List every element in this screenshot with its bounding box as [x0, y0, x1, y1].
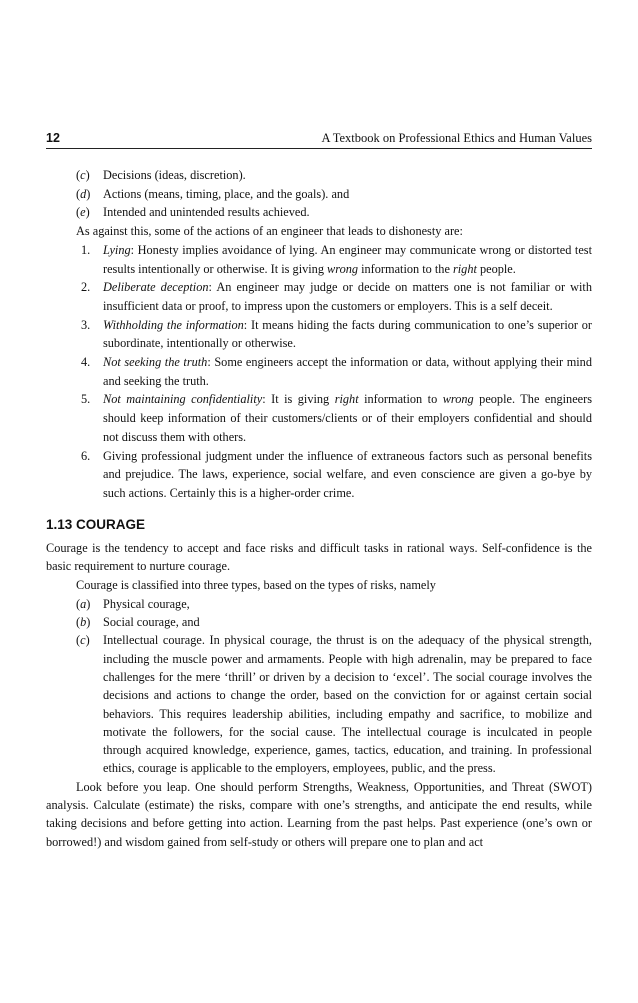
item-number: 1.: [81, 242, 91, 257]
item-term: Not maintaining confidentiality: [103, 392, 263, 407]
item-term: Not seeking the truth: [103, 355, 208, 370]
list-item: 1. Lying: Honesty implies avoidance of lying. An engineer may communicate wrong or distorted test results intentionally or otherwise. It is giving wrong information to the right people.: [81, 242, 592, 276]
page-header: [46, 128, 592, 149]
item-label: d: [80, 186, 87, 201]
item-label: a: [80, 596, 87, 611]
section-heading: 1.13 COURAGE: [46, 516, 146, 532]
item-label: e: [80, 205, 86, 220]
running-title: A Textbook on Professional Ethics and Human Values: [321, 131, 592, 145]
item-text: : An engineer may judge or decide on matters one is not familiar or with insufficient data or proof, to impress upon the customers or employers. This is a self deceit.: [103, 280, 592, 313]
paragraph: Courage is the tendency to accept and face risks and difficult tasks in rational ways. Self-confidence is the basic requirement to nurture courage.: [46, 540, 592, 574]
item-text: Actions (means, timing, place, and the goals). and: [103, 186, 350, 201]
list-item: (c) Decisions (ideas, discretion).: [76, 168, 246, 182]
item-number: 6.: [81, 448, 91, 463]
item-term: Withholding the information: [103, 317, 244, 332]
item-label: c: [80, 633, 86, 648]
item-text: Social courage, and: [103, 615, 200, 630]
dishonesty-list: [46, 241, 592, 503]
dishonesty-intro: As against this, some of the actions of an engineer that leads to dishonesty are:: [76, 224, 463, 239]
paragraph: Courage is classified into three types, based on the types of risks, namely: [76, 578, 436, 593]
item-term: Lying: [103, 242, 131, 257]
list-item: (a) Physical courage,: [76, 596, 190, 611]
list-item: [46, 316, 592, 353]
list-item: (b) Social courage, and: [76, 615, 200, 630]
item-label: b: [80, 615, 87, 630]
list-item: [46, 353, 592, 390]
page-body: [46, 166, 592, 851]
list-item: [46, 278, 592, 315]
list-item: (e) Intended and unintended results achieved.: [76, 205, 310, 220]
item-text: Intellectual courage. In physical courage, the thrust is on the adequacy of the physical strength, including the muscle power and armaments. People with high adrenalin, may be prepared to face challenges for the mere ‘thrill’ or driven by a decision to ‘excel’. The social courage involves the decisions and actions to change the order, based on the conviction for or against certain social behaviors. This requires leadership abilities, including empathy and sacrifice, to mobilize and motivate the followers, for the social cause. The intellectual courage is inculcated in people through acquired knowledge, experience, games, tactics, education, and training. In professional ethics, courage is applicable to the employers, employees, public, and the press.: [103, 633, 592, 776]
item-text: Decisions (ideas, discretion).: [103, 168, 246, 182]
item-text: : Some engineers accept the information or data, without applying their mind and seeking the truth.: [103, 355, 592, 388]
item-text: Giving professional judgment under the influence of extraneous factors such as personal benefits and prejudice. The laws, experience, social welfare, and even conscience are given a go-bye by such actions. Certainly this is a higher-order crime.: [103, 448, 592, 500]
factors-list: [46, 166, 592, 222]
paragraph: Look before you leap. One should perform Strengths, Weakness, Opportunities, and Threat (SWOT) analysis. Calculate (estimate) the risks, compare with one’s strengths, and anticipate the end results, while taking decisions and before getting into action. Learning from the past helps. Past experience (one’s own or borrowed!) and wisdom gained from self-study or others will prepare one to plan and act: [46, 779, 592, 849]
item-text: Intended and unintended results achieved.: [103, 205, 310, 220]
item-number: 3.: [81, 317, 91, 332]
item-text: Physical courage,: [103, 596, 190, 611]
list-item: [46, 447, 592, 503]
list-item: (c) Intellectual courage. In physical courage, the thrust is on the adequacy of the physical strength, including the muscle power and armaments. People with high adrenalin, may be prepared to face challenges for the mere ‘thrill’ or driven by a decision to ‘excel’. The social courage involves the decisions and actions to change the order, based on the conviction for or against certain social behaviors. This requires leadership abilities, including empathy and sacrifice, to mobilize and motivate the followers, for the social cause. The intellectual courage is inculcated in people through acquired knowledge, experience, games, tactics, education, and training. In professional ethics, courage is applicable to the employers, employees, public, and the press.: [76, 633, 592, 776]
item-number: 5.: [81, 392, 91, 407]
item-label: c: [80, 168, 86, 182]
courage-types-list: [46, 595, 592, 778]
list-item: 5. Not maintaining confidentiality: It is giving right information to wrong people. The engineers should keep information of their customers/clients or of their employers confidential and should not discuss them with others.: [81, 392, 593, 444]
list-item: (d) Actions (means, timing, place, and the goals). and: [76, 186, 350, 201]
item-number: 2.: [81, 280, 91, 295]
item-text: : It means hiding the facts during communication to one’s superior or subordinate, intentionally or otherwise.: [103, 317, 592, 351]
item-term: Deliberate deception: [103, 280, 209, 295]
item-number: 4.: [81, 355, 91, 370]
page-number: 12: [46, 131, 60, 145]
